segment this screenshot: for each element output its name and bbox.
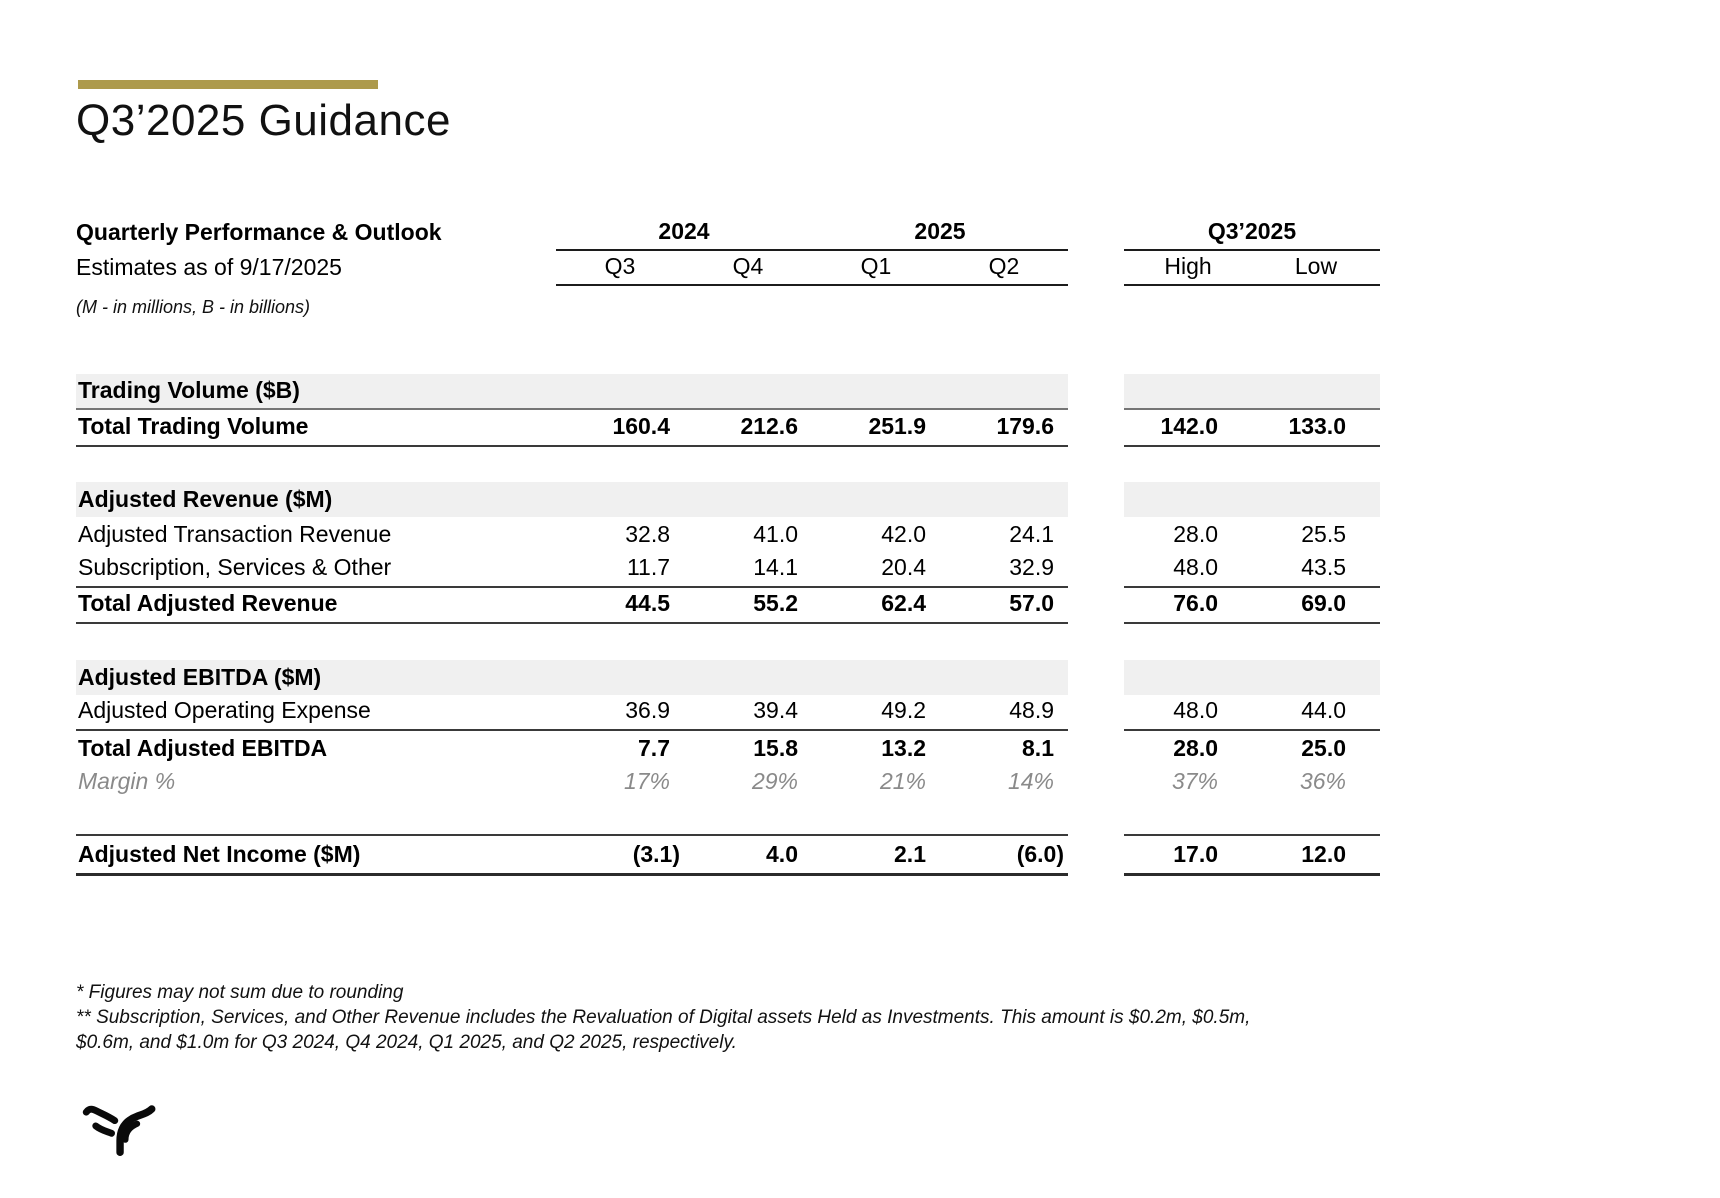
estimates-date: Estimates as of 9/17/2025	[76, 254, 342, 280]
row-total-trading-volume	[76, 410, 1380, 447]
value-cell: 212.6	[740, 413, 798, 439]
section-adjusted-ebitda	[76, 660, 1380, 695]
value-cell: 62.4	[881, 590, 926, 616]
row-label: Subscription, Services & Other	[78, 554, 392, 580]
value-cell: 36.9	[625, 697, 670, 723]
table-title: Quarterly Performance & Outlook	[76, 219, 442, 245]
row-adjusted-operating-expense	[76, 695, 1380, 731]
row-adjusted-net-income	[76, 834, 1380, 876]
column-gap	[1068, 251, 1124, 286]
footnote-rounding: * Figures may not sum due to rounding	[76, 982, 404, 1003]
col-q4-2024: Q4	[732, 253, 764, 279]
value-cell: 43.5	[1301, 554, 1346, 580]
value-cell: 39.4	[753, 697, 798, 723]
row-label: Total Adjusted EBITDA	[78, 735, 328, 761]
page-title: Q3’2025 Guidance	[76, 96, 451, 145]
value-cell: 7.7	[638, 735, 670, 761]
section-trading-volume	[76, 374, 1380, 410]
spacer	[76, 447, 1380, 482]
value-cell: 17.0	[1173, 841, 1218, 867]
value-cell: 251.9	[868, 413, 926, 439]
value-cell: 44.5	[625, 590, 670, 616]
row-adjusted-transaction-revenue	[76, 517, 1380, 553]
row-label: Margin %	[78, 768, 176, 794]
value-cell: 2.1	[894, 841, 926, 867]
value-cell: 44.0	[1301, 697, 1346, 723]
col-group-2025: 2025	[914, 218, 966, 244]
value-cell: 49.2	[881, 697, 926, 723]
row-label: Adjusted Transaction Revenue	[78, 521, 392, 547]
col-low: Low	[1294, 253, 1338, 279]
value-cell: 11.7	[626, 554, 670, 580]
value-cell: 37%	[1171, 768, 1218, 794]
bull-horns-logo-icon	[82, 1100, 156, 1156]
value-cell: 41.0	[753, 521, 798, 547]
col-group-2024: 2024	[658, 218, 710, 244]
value-cell: 32.9	[1009, 554, 1054, 580]
value-cell: 160.4	[612, 413, 670, 439]
value-cell: 20.4	[881, 554, 926, 580]
value-cell: 14%	[1007, 768, 1054, 794]
col-high: High	[1164, 253, 1212, 279]
year-group-header	[556, 218, 1068, 251]
value-cell: 69.0	[1301, 590, 1346, 616]
section-title: Adjusted Revenue ($M)	[78, 486, 333, 512]
quarter-columns	[556, 251, 1068, 286]
row-label: Adjusted Net Income ($M)	[78, 841, 361, 867]
section-adjusted-revenue	[76, 482, 1380, 517]
value-cell: 14.1	[753, 554, 798, 580]
section-title: Adjusted EBITDA ($M)	[78, 664, 322, 690]
value-cell: 48.9	[1009, 697, 1054, 723]
value-cell: 28.0	[1173, 735, 1218, 761]
value-cell: 48.0	[1173, 554, 1218, 580]
value-cell: (6.0)	[1016, 841, 1064, 867]
col-q3-2024: Q3	[604, 253, 636, 279]
value-cell: 28.0	[1173, 521, 1218, 547]
value-cell: 48.0	[1173, 697, 1218, 723]
value-cell: 17%	[623, 768, 670, 794]
row-label: Total Adjusted Revenue	[78, 590, 338, 616]
value-cell: 142.0	[1160, 413, 1218, 439]
value-cell: 4.0	[766, 841, 798, 867]
value-cell: 29%	[751, 768, 798, 794]
value-cell: 25.5	[1301, 521, 1346, 547]
units-note: (M - in millions, B - in billions)	[76, 297, 311, 317]
value-cell: 24.1	[1009, 521, 1054, 547]
section-title: Trading Volume ($B)	[78, 377, 300, 403]
guidance-columns	[1124, 251, 1380, 286]
column-gap	[1068, 218, 1124, 251]
footnote-subscription-revenue: ** Subscription, Services, and Other Revenue includes the Revaluation of Digital assets Held as Investments. This amount is $0.2m, $0.5m, $0.6m, and $1.0m for Q3 2024, Q4 2024, Q1 2025, and Q2 2025, respectively.	[76, 1007, 1251, 1053]
guidance-table	[76, 218, 1380, 876]
row-label: Adjusted Operating Expense	[78, 697, 371, 723]
spacer	[76, 624, 1380, 660]
value-cell: 42.0	[881, 521, 926, 547]
value-cell: 76.0	[1173, 590, 1218, 616]
spacer	[76, 318, 1380, 374]
col-group-guidance: Q3’2025	[1207, 218, 1297, 244]
guidance-group-header	[1124, 218, 1380, 251]
value-cell: 36%	[1299, 768, 1346, 794]
row-total-adjusted-ebitda	[76, 731, 1380, 767]
table-header-groups	[76, 218, 1380, 251]
value-cell: 21%	[879, 768, 926, 794]
value-cell: 133.0	[1288, 413, 1346, 439]
value-cell: 25.0	[1301, 735, 1346, 761]
value-cell: 8.1	[1022, 735, 1054, 761]
row-label: Total Trading Volume	[78, 413, 309, 439]
value-cell: 13.2	[881, 735, 926, 761]
row-subscription-services-other	[76, 553, 1380, 588]
footnotes	[76, 980, 1251, 1055]
col-q1-2025: Q1	[860, 253, 892, 279]
col-q2-2025: Q2	[988, 253, 1020, 279]
value-cell: 15.8	[753, 735, 798, 761]
value-cell: 179.6	[996, 413, 1054, 439]
row-margin-percent	[76, 767, 1380, 800]
value-cell: (3.1)	[632, 841, 680, 867]
value-cell: 32.8	[625, 521, 670, 547]
value-cell: 57.0	[1009, 590, 1054, 616]
table-header-columns	[76, 251, 1380, 286]
accent-bar	[78, 80, 378, 89]
value-cell: 12.0	[1301, 841, 1346, 867]
value-cell: 55.2	[753, 590, 798, 616]
spacer	[76, 800, 1380, 834]
row-total-adjusted-revenue	[76, 588, 1380, 624]
